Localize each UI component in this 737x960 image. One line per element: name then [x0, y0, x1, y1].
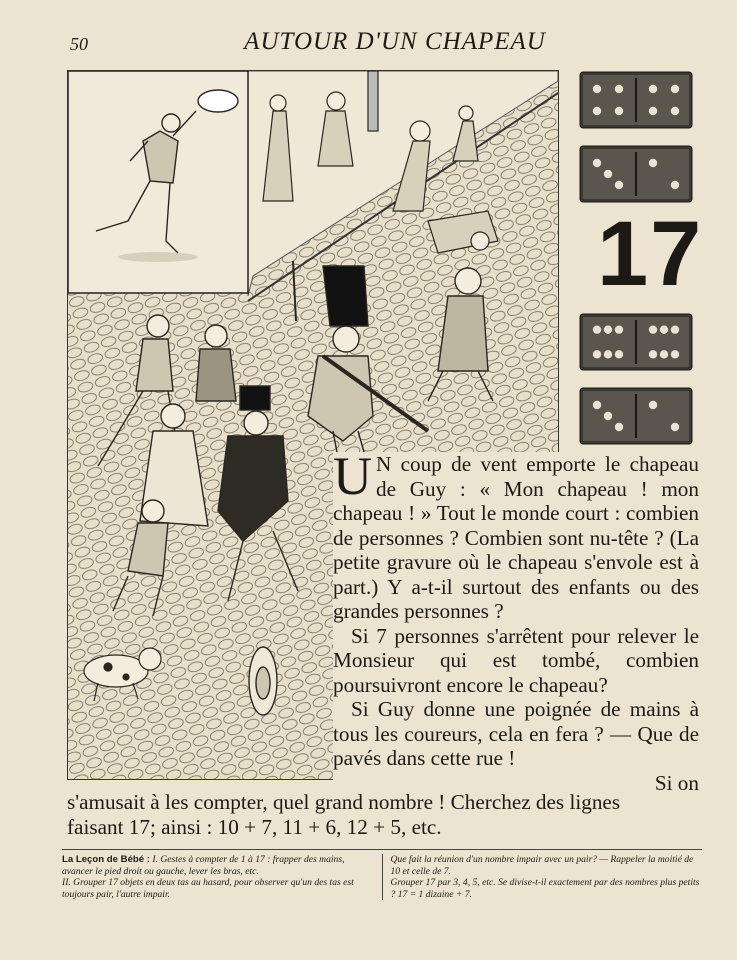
footnote-left-column [62, 854, 383, 900]
running-title: AUTOUR D'UN CHAPEAU [244, 28, 546, 55]
domino-pip [660, 325, 668, 333]
story-line-counting: s'amusait à les compter, quel grand nombre ! Cherchez des lignes [67, 790, 621, 814]
lesson-footnotes [62, 849, 702, 900]
story-paragraph-3 [333, 697, 699, 771]
first-word-smallcaps: N [376, 452, 392, 476]
domino-4 [580, 388, 692, 444]
domino-pip [649, 85, 657, 93]
domino-pip [593, 350, 601, 358]
domino-pip [671, 107, 679, 115]
story-paragraph-2: Si 7 personnes s'arrêtent pour relever le Monsieur qui est tombé, combien poursuivront encore le chapeau? [333, 623, 699, 697]
domino-pip [604, 412, 612, 420]
domino-pip [671, 423, 679, 431]
domino-3 [580, 314, 692, 370]
domino-pip [593, 325, 601, 333]
domino-pip [615, 350, 623, 358]
story-continuation [67, 790, 699, 839]
domino-pip [604, 325, 612, 333]
domino-pip [649, 350, 657, 358]
domino-pip [604, 350, 612, 358]
domino-pip [671, 325, 679, 333]
story-paragraph-3-tail: Si on [654, 770, 699, 795]
domino-pip [649, 159, 657, 167]
domino-pip [615, 107, 623, 115]
big-number-17: 17 [597, 203, 704, 305]
page-number: 50 [70, 34, 88, 54]
footnote-right-column [383, 854, 703, 900]
domino-1 [580, 72, 692, 128]
footnote-item-1: I. Gestes à compter de 1 à 17 : frapper des mains, avancer le pied droit ou gauche, lever les bras, etc. [62, 854, 345, 877]
story-text [333, 446, 699, 795]
domino-pip [649, 325, 657, 333]
domino-pip [593, 85, 601, 93]
domino-pip [671, 181, 679, 189]
domino-pip [615, 85, 623, 93]
story-paragraph-1: coup de vent emporte le chapeau de Guy : « Mon chapeau ! mon chapeau ! » Tout le monde court : combien de personnes ? Combien sont nu-tête ? (La petite gravure où le chapeau s'envole est à part.) Y a-t-il surtout des enfants ou des grandes personnes ? [333, 452, 699, 623]
domino-pip [604, 170, 612, 178]
domino-pip [593, 107, 601, 115]
domino-pip [615, 325, 623, 333]
lesson-label: La Leçon de Bébé : [62, 854, 150, 865]
domino-2 [580, 146, 692, 202]
footnote-item-3: Que fait la réunion d'un nombre impair avec un pair? — Rappeler la moitié de 10 et celle de 7. [390, 854, 694, 877]
domino-pip [671, 85, 679, 93]
domino-pip [649, 107, 657, 115]
footnote-item-2: II. Grouper 17 objets en deux tas au hasard, pour observer qu'un des tas est toujours pair, l'autre impair. [62, 877, 354, 900]
domino-pip [649, 401, 657, 409]
domino-pip [593, 401, 601, 409]
story-paragraph-3-start: Si Guy donne une poignée de mains à tous les coureurs, cela en fera ? — Que de pavés dans cette rue ! [333, 697, 699, 770]
footnote-item-4: Grouper 17 par 3, 4, 5, etc. Se divise-t-il exactement par des nombres plus petits ? 17 = 1 dizaine + 7. [390, 877, 700, 900]
domino-pip [615, 181, 623, 189]
domino-pip [671, 350, 679, 358]
domino-pip [615, 423, 623, 431]
domino-pip [660, 350, 668, 358]
dropcap: U [333, 446, 372, 506]
domino-pip [593, 159, 601, 167]
story-line-examples: faisant 17; ainsi : 10 + 7, 11 + 6, 12 + 5, etc. [67, 814, 442, 839]
